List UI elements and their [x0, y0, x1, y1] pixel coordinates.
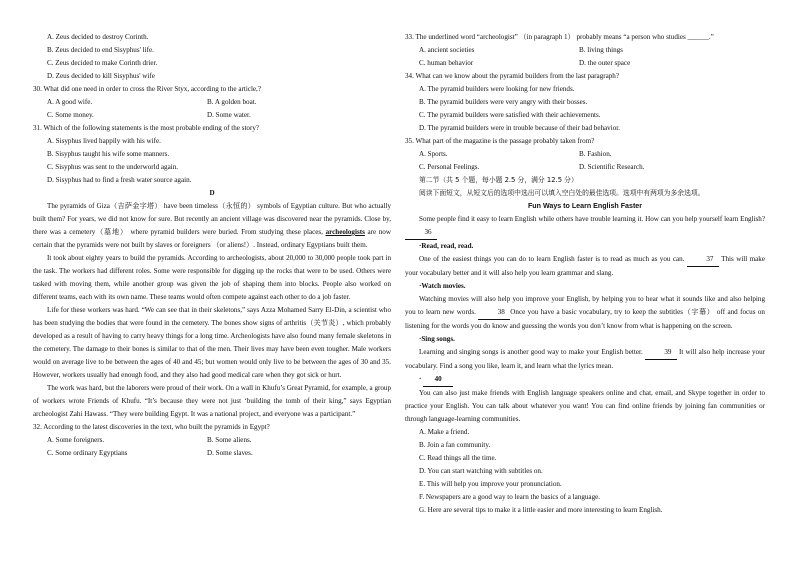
read-text-b: This will make your vocabulary better and it will also help you learn grammar and slang. — [405, 255, 766, 277]
question-35: 35. What part of the magazine is the passage probably taken from? — [405, 137, 595, 145]
q31-option-d[interactable]: D. Sisyphus had to find a fresh water source again. — [47, 176, 192, 184]
q31-option-b[interactable]: B. Sisyphus taught his wife some manners. — [47, 150, 170, 158]
q35-option-b[interactable]: B. Fashion. — [579, 150, 612, 158]
movies-text-a: Watching movies will also help you improve your English, by helping you to hear what it sounds like and also helping you to learn new words. — [405, 295, 765, 316]
q31-option-c[interactable]: C. Sisyphus was sent to the underworld again. — [47, 163, 179, 171]
underlined-word-archeologists: archeologists — [325, 228, 365, 236]
songs-text-a: Learning and singing songs is another good way to make your English better. — [419, 348, 643, 356]
subheading-40 — [405, 373, 765, 387]
choice-a[interactable]: A. Make a friend. — [419, 428, 470, 436]
subheading-movies: ·Watch movies. — [419, 282, 466, 290]
q30-options-row2 — [33, 109, 391, 122]
q31-option-a[interactable]: A. Sisyphus lived happily with his wife. — [47, 137, 161, 145]
question-32: 32. According to the latest discoveries in the text, who built the pyramids in Egypt? — [33, 423, 270, 431]
subheading-songs: ·Sing songs. — [419, 335, 455, 343]
q35-option-c[interactable]: C. Personal Feelings. — [419, 163, 480, 171]
read-paragraph — [405, 253, 765, 280]
friends-paragraph: You can also just make friends with English language speakers online and chat, email, and Skype together in order to practice your English. You can talk about whatever you want! You can find online friends by joining fan communities or through language-learning communities. — [405, 389, 765, 423]
question-30: 30. What did one need in order to cross the River Styx, according to the article,? — [33, 85, 261, 93]
choice-c[interactable]: C. Read things all the time. — [419, 454, 497, 462]
q30-option-b[interactable]: B. A golden boat. — [207, 98, 257, 106]
question-33: 33. The underlined word “archeologist” （in paragraph 1） probably means “a person who studies ______.” — [405, 33, 714, 41]
q34-option-d[interactable]: D. The pyramid builders were in trouble because of their bad behavior. — [419, 124, 620, 132]
q34-option-c[interactable]: C. The pyramid builders were satisfied with their achievements. — [419, 111, 601, 119]
q30-option-c[interactable]: C. Some money. — [47, 111, 94, 119]
q32-option-d[interactable]: D. Some slaves. — [207, 449, 253, 457]
choice-f[interactable]: F. Newspapers are a good way to learn the basics of a language. — [419, 493, 601, 501]
q33-options-row2 — [405, 57, 765, 70]
choice-b[interactable]: B. Join a fan community. — [419, 441, 491, 449]
intro-paragraph — [405, 213, 765, 240]
movies-text-b: Once you have a basic vocabulary, try to keep the subtitles（字幕） off and focus on listening for the words you do know and guessing the words you don’t know from what is happening on the screen. — [405, 308, 765, 330]
q29-option-a[interactable]: A. Zeus decided to destroy Corinth. — [47, 33, 149, 41]
right-column — [405, 31, 765, 517]
choice-e[interactable]: E. This will help you improve your pronunciation. — [419, 480, 562, 488]
intro-text: Some people find it easy to learn English while others have trouble learning it. How can you help yourself learn English? — [419, 215, 765, 223]
blank-38[interactable]: 38 — [478, 306, 510, 320]
q29-option-c[interactable]: C. Zeus decided to make Corinth drier. — [47, 59, 158, 67]
q33-option-b[interactable]: B. living things — [579, 46, 623, 54]
part-2-instructions: 阅读下面短文，从短文后的选项中选出可以填入空白处的最佳选项。选项中有两项为多余选项。 — [419, 189, 705, 197]
q29-option-d[interactable]: D. Zeus decided to kill Sisyphus' wife — [47, 72, 155, 80]
q29-option-b[interactable]: B. Zeus decided to end Sisyphus' life. — [47, 46, 154, 54]
read-text-a: One of the easiest things you can do to learn English faster is to read as much as you can. — [419, 255, 685, 263]
q33-options-row1 — [405, 44, 765, 57]
bullet-40: · — [419, 375, 422, 383]
passage-d-paragraph-1 — [33, 200, 391, 252]
question-31: 31. Which of the following statements is the most probable ending of the story? — [33, 124, 260, 132]
p1-text-a: The pyramids of Giza（吉萨金字塔） have been timeless（永恒的） symbols of Egyptian culture. But who actually built them? For years, we did not know for sure. But recently an ancient village was discovered near the pyramids. Close by, there was a cemetery（墓地） where pyramid builders were buried. From studying these places, — [33, 202, 391, 236]
subheading-read: ·Read, read, read. — [419, 242, 474, 250]
left-column — [33, 31, 391, 460]
choice-d[interactable]: D. You can start watching with subtitles on. — [419, 467, 543, 475]
songs-paragraph — [405, 346, 765, 373]
q32-option-c[interactable]: C. Some ordinary Egyptians — [47, 449, 128, 457]
q30-options-row1 — [33, 96, 391, 109]
q32-options-row1 — [33, 434, 391, 447]
q32-option-b[interactable]: B. Some aliens. — [207, 436, 252, 444]
passage-title: Fun Ways to Learn English Faster — [527, 202, 643, 210]
q35-option-a[interactable]: A. Sports. — [419, 150, 448, 158]
q35-option-d[interactable]: D. Scientific Research. — [579, 163, 645, 171]
blank-39[interactable]: 39 — [645, 346, 677, 360]
movies-paragraph — [405, 293, 765, 333]
q33-option-c[interactable]: C. human behavior — [419, 59, 474, 67]
blank-36[interactable]: 36 — [405, 226, 437, 240]
question-34: 34. What can we know about the pyramid builders from the last paragraph? — [405, 72, 619, 80]
songs-text-b: It will also help increase your vocabulary. Find a song you like, learn it, and learn what the lyrics mean. — [405, 348, 765, 370]
q33-option-a[interactable]: A. ancient societies — [419, 46, 475, 54]
q32-option-a[interactable]: A. Some foreigners. — [47, 436, 105, 444]
q34-option-a[interactable]: A. The pyramid builders were looking for new friends. — [419, 85, 575, 93]
q30-option-d[interactable]: D. Some water. — [207, 111, 251, 119]
q34-option-b[interactable]: B. The pyramid builders were very angry with their bosses. — [419, 98, 588, 106]
q33-option-d[interactable]: D. the outer space — [579, 59, 631, 67]
section-heading-d: D — [209, 189, 215, 197]
p1-text-b: are now certain that the pyramids were not built by slaves or foreigners （or aliens!）. Instead, ordinary Egyptians built them. — [33, 228, 391, 249]
q35-options-row1 — [405, 148, 765, 161]
choice-g[interactable]: G. Here are several tips to make it a little easier and more interesting to learn English. — [419, 506, 663, 514]
q30-option-a[interactable]: A. A good wife. — [47, 98, 93, 106]
passage-d-paragraph-3: Life for these workers was hard. “We can see that in their skeletons,” says Azza Mohamed Sarry El-Din, a scientist who has been studying the bodies that were found in the cemetery. The bones show signs of arthritis（关节炎）, which probably developed as a result of having to carry heavy things for a long time. Archeologists have also found many female skeletons in the cemetery. The damage to their bones is similar to that of the men. Their lives may have been even tougher. Male workers would on average live to be between the ages of 40 and 45; but women would only live to be between the ages of 30 and 35. However, workers usually had enough food, and they also had good medical care when they got sick or hurt. — [33, 306, 391, 379]
passage-d-paragraph-2: It took about eighty years to build the pyramids. According to archeologists, about 20,000 to 30,000 people took part in the task. The workers had different roles. Some were responsible for digging up the rocks that were to be used. Others were tasked with moving them, while another group was given the job of shaping them into blocks. People also worked on different teams, each with its own name. These teams would often compete against each other to do a job faster. — [33, 254, 391, 301]
blank-40[interactable]: 40 — [423, 373, 453, 387]
q32-options-row2 — [33, 447, 391, 460]
part-2-title: 第二节（共 5 个题，每小题 2.5 分，满分 12.5 分） — [419, 176, 578, 184]
passage-d-paragraph-4: The work was hard, but the laborers were proud of their work. On a wall in Khufu’s Great Pyramid, for example, a group of workers wrote Friends of Khufu. “It’s because they were not just ‘building the tomb of their king,” says Egyptian archeologist Zahi Hawass. “They were building Egypt. It was a national project, and everyone was a participant.” — [33, 384, 391, 418]
q35-options-row2 — [405, 161, 765, 174]
blank-37[interactable]: 37 — [687, 253, 719, 267]
